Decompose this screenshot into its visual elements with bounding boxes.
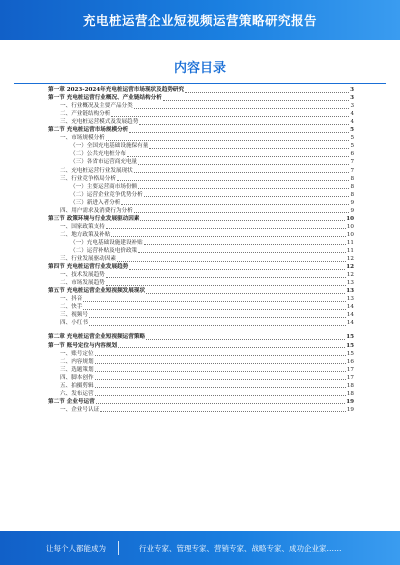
toc-entry[interactable]: [48, 134, 354, 142]
toc-entry[interactable]: [48, 231, 354, 239]
toc-entry-page: 10: [346, 231, 354, 238]
toc-entry[interactable]: [48, 303, 354, 311]
toc-entry-text: 第二节 企业号运营: [48, 398, 95, 405]
toc-leader-dots: [95, 363, 346, 364]
toc-entry[interactable]: [48, 341, 354, 349]
toc-entry-page: 9: [350, 199, 354, 206]
table-of-contents: [48, 86, 354, 414]
toc-entry-page: 9: [350, 207, 354, 214]
toc-entry-page: 5: [350, 143, 354, 150]
toc-entry-page: 14: [346, 304, 354, 311]
toc-entry-page: 13: [346, 280, 354, 287]
toc-entry-text: 五、拍摄剪辑: [60, 382, 94, 389]
toc-entry-page: 13: [346, 288, 354, 295]
toc-entry[interactable]: [48, 271, 354, 279]
toc-entry[interactable]: [48, 199, 354, 207]
toc-leader-dots: [95, 355, 346, 356]
header-banner: [0, 0, 400, 40]
toc-entry-text: （二）公共充电桩分布: [70, 151, 126, 158]
toc-leader-dots: [138, 252, 346, 253]
toc-leader-dots: [111, 236, 346, 237]
toc-leader-dots: [134, 108, 350, 109]
toc-entry-text: 第二章 充电桩运营企业短视频运营策略: [48, 334, 146, 341]
toc-entry-page: 13: [346, 296, 354, 303]
toc-entry-text: 二、产业链结构分析: [60, 111, 111, 118]
toc-entry[interactable]: [48, 311, 354, 319]
toc-entry[interactable]: [48, 366, 354, 374]
toc-entry-page: 16: [346, 358, 354, 365]
toc-entry[interactable]: [48, 94, 354, 102]
toc-entry[interactable]: [48, 319, 354, 327]
toc-entry[interactable]: [48, 102, 354, 110]
toc-entry[interactable]: [48, 350, 354, 358]
toc-entry-text: 六、发布运营: [60, 390, 94, 397]
toc-leader-dots: [146, 339, 345, 340]
toc-entry-text: 第一节 充电桩运营行业概况、产业链结构分析: [48, 95, 162, 102]
toc-entry[interactable]: [48, 255, 354, 263]
toc-entry-page: 17: [346, 366, 354, 373]
toc-entry-page: 7: [350, 159, 354, 166]
toc-leader-dots: [117, 261, 346, 262]
toc-entry[interactable]: [48, 333, 354, 341]
toc-entry-text: 四、用户需求及消费行为分析: [60, 207, 133, 214]
toc-entry-page: 8: [350, 183, 354, 190]
toc-leader-dots: [185, 92, 349, 93]
toc-leader-dots: [106, 140, 350, 141]
toc-entry[interactable]: [48, 223, 354, 231]
toc-entry-text: （二）运营企业竞争优势分析: [70, 191, 143, 198]
toc-entry-text: 第一节 账号定位与内容规划: [48, 342, 118, 349]
toc-entry[interactable]: [48, 191, 354, 199]
toc-leader-dots: [138, 164, 349, 165]
toc-leader-dots: [138, 188, 349, 189]
toc-entry-text: （三）各省市运营商充电量: [70, 159, 138, 166]
toc-entry-page: 11: [346, 247, 354, 254]
toc-entry-text: 第一章 2023-2024年充电桩运营市场现状及趋势研究: [48, 87, 185, 94]
toc-entry-text: 二、快手: [60, 304, 83, 311]
toc-entry-text: 四、脚本创作: [60, 374, 94, 381]
toc-entry-text: 第三节 政策环境与行业发展驱动因素: [48, 215, 140, 222]
toc-entry-text: 一、账号定位: [60, 350, 94, 357]
toc-leader-dots: [111, 116, 349, 117]
toc-entry[interactable]: [48, 287, 354, 295]
toc-entry-page: 14: [346, 320, 354, 327]
toc-entry-text: 第二节 充电桩运营市场规模分析: [48, 127, 129, 134]
toc-entry-text: （一）全国充电基础设施保有量: [70, 143, 149, 150]
footer-banner: [0, 531, 400, 565]
toc-leader-dots: [96, 403, 346, 404]
toc-leader-dots: [144, 196, 350, 197]
toc-entry-text: 三、视频号: [60, 312, 88, 319]
toc-entry-page: 18: [346, 390, 354, 397]
toc-leader-dots: [95, 395, 346, 396]
toc-leader-dots: [144, 244, 346, 245]
toc-entry-page: 15: [346, 350, 354, 357]
toc-entry-page: 3: [350, 95, 354, 102]
toc-leader-dots: [127, 156, 349, 157]
toc-entry-page: 8: [350, 191, 354, 198]
toc-entry-text: 第五节 充电桩运营企业短视频发展现状: [48, 288, 146, 295]
toc-leader-dots: [100, 411, 346, 412]
toc-entry-text: 三、行业竞争格局分析: [60, 175, 116, 182]
toc-entry-page: 18: [346, 382, 354, 389]
toc-entry-page: 12: [346, 272, 354, 279]
toc-entry-text: （二）运营补贴及电价政策: [70, 247, 138, 254]
toc-entry-text: 二、地方政策及补贴: [60, 231, 111, 238]
toc-entry-page: 15: [346, 342, 354, 349]
toc-entry-page: 8: [350, 175, 354, 182]
toc-leader-dots: [129, 132, 349, 133]
toc-entry-page: 11: [346, 239, 354, 246]
toc-leader-dots: [95, 379, 346, 380]
toc-entry-text: 一、国家政策支持: [60, 223, 105, 230]
toc-entry-page: 5: [350, 127, 354, 134]
toc-entry[interactable]: [48, 175, 354, 183]
toc-leader-dots: [139, 124, 349, 125]
toc-entry-text: 二、内容规划: [60, 358, 94, 365]
toc-entry-text: 第四节 充电桩运营行业发展趋势: [48, 264, 129, 271]
toc-leader-dots: [140, 220, 345, 221]
toc-entry[interactable]: [48, 166, 354, 174]
toc-entry[interactable]: [48, 142, 354, 150]
toc-entry[interactable]: [48, 374, 354, 382]
toc-entry-text: 四、小红书: [60, 320, 88, 327]
toc-leader-dots: [106, 228, 346, 229]
report-title: 充电桩运营企业短视频运营策略研究报告: [82, 13, 317, 28]
toc-entry[interactable]: [48, 295, 354, 303]
toc-entry[interactable]: [48, 126, 354, 134]
toc-entry-page: 17: [346, 374, 354, 381]
toc-entry[interactable]: [48, 110, 354, 118]
toc-entry-page: 14: [346, 312, 354, 319]
toc-entry-page: 5: [350, 135, 354, 142]
toc-leader-dots: [89, 325, 346, 326]
toc-leader-dots: [146, 293, 345, 294]
toc-entry-text: （一）主要运营商市场份额: [70, 183, 138, 190]
toc-entry-text: 一、行业概况及主要产品分类: [60, 103, 133, 110]
toc-leader-dots: [163, 100, 349, 101]
toc-leader-dots: [83, 301, 345, 302]
toc-entry-text: 三、充电桩运营模式及发展趋势: [60, 119, 139, 126]
toc-leader-dots: [83, 309, 345, 310]
toc-leader-dots: [117, 180, 349, 181]
toc-entry-page: 19: [346, 406, 354, 413]
toc-entry-page: 10: [346, 215, 354, 222]
toc-entry[interactable]: [48, 398, 354, 406]
toc-entry-page: 4: [350, 119, 354, 126]
toc-entry-text: 一、市场规模分析: [60, 135, 105, 142]
toc-entry[interactable]: [48, 382, 354, 390]
toc-entry-text: 一、技术发展趋势: [60, 272, 105, 279]
toc-entry[interactable]: [48, 390, 354, 398]
toc-leader-dots: [95, 387, 346, 388]
toc-entry[interactable]: [48, 263, 354, 271]
toc-leader-dots: [118, 347, 345, 348]
toc-entry[interactable]: [48, 207, 354, 215]
toc-entry-page: 12: [346, 264, 354, 271]
toc-entry-text: （一）充电基础设施建设补贴: [70, 239, 143, 246]
toc-leader-dots: [95, 371, 346, 372]
toc-heading: 内容目录: [173, 61, 226, 76]
toc-entry-text: 二、充电桩运营行业发展现状: [60, 167, 133, 174]
footer-brand: 让每个人都能成为: [46, 543, 106, 553]
toc-heading-rule: [14, 83, 386, 84]
toc-entry[interactable]: [48, 358, 354, 366]
toc-entry[interactable]: [48, 183, 354, 191]
toc-entry-page: 3: [350, 103, 354, 110]
toc-entry[interactable]: [48, 118, 354, 126]
toc-entry-text: 一、抖音: [60, 296, 83, 303]
toc-leader-dots: [134, 212, 350, 213]
toc-leader-dots: [106, 277, 346, 278]
toc-entry[interactable]: [48, 158, 354, 166]
toc-entry[interactable]: [48, 215, 354, 223]
toc-leader-dots: [89, 317, 346, 318]
footer-tagline: 行业专家、管理专家、营销专家、战略专家、成功企业家……: [139, 543, 342, 553]
toc-leader-dots: [129, 269, 345, 270]
toc-entry-page: 3: [350, 87, 354, 94]
toc-entry-page: 19: [346, 398, 354, 405]
toc-entry-page: 4: [350, 111, 354, 118]
toc-leader-dots: [149, 148, 349, 149]
toc-entry[interactable]: [48, 279, 354, 287]
toc-entry[interactable]: [48, 247, 354, 255]
toc-entry[interactable]: [48, 239, 354, 247]
toc-entry[interactable]: [48, 406, 354, 414]
toc-entry-text: 二、市场发展趋势: [60, 280, 105, 287]
toc-entry-page: 6: [350, 151, 354, 158]
toc-entry-text: 三、选题策划: [60, 366, 94, 373]
footer-divider: [118, 541, 119, 555]
toc-entry-page: 10: [346, 223, 354, 230]
toc-entry-page: 12: [346, 256, 354, 263]
toc-leader-dots: [121, 204, 349, 205]
toc-entry-page: 15: [346, 334, 354, 341]
toc-entry-text: 一、企业号认证: [60, 406, 100, 413]
toc-entry-text: 三、行业发展驱动因素: [60, 256, 116, 263]
toc-leader-dots: [106, 285, 346, 286]
toc-leader-dots: [134, 172, 350, 173]
toc-entry-page: 7: [350, 167, 354, 174]
toc-entry[interactable]: [48, 86, 354, 94]
toc-entry-text: （三）新进入者分析: [70, 199, 121, 206]
toc-entry[interactable]: [48, 150, 354, 158]
